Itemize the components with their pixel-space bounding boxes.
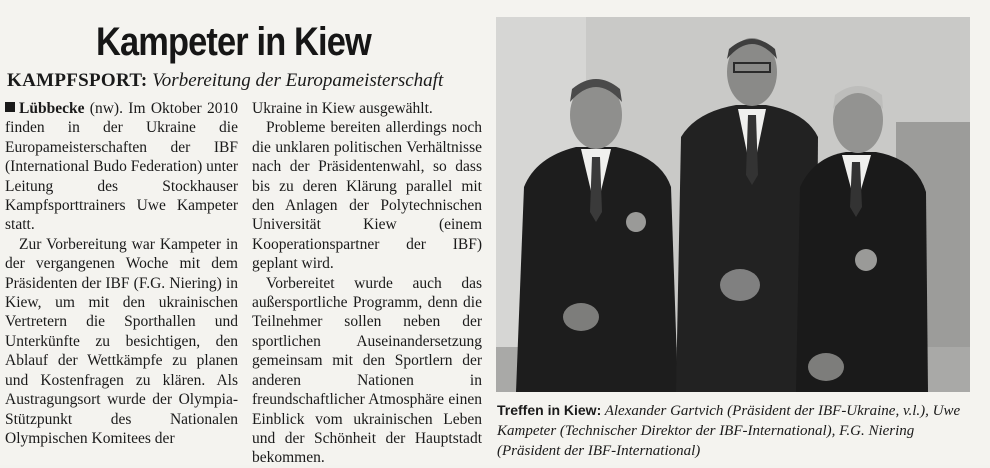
subheadline-text: Vorbereitung der Europameisterschaft bbox=[152, 70, 444, 91]
paragraph-text: Im Oktober 2010 finden in der Ukraine die Europameisterschaften der IBF (International Budo Federation) unter Leitung des Stockhauser Kampfsporttrainers Uwe Kampeter statt. bbox=[5, 100, 238, 234]
caption-text: Alexander Gartvich (Präsident der IBF-Ukraine, v.l.), Uwe Kampeter (Technischer Direktor der IBF-International), F.G. Niering (Präsident der IBF-International) bbox=[497, 403, 961, 459]
paragraph: Zur Vorbereitung war Kampeter in der vergangenen Woche mit dem Präsidenten der IBF (F.G. Niering) in Kiew, um mit den ukrainischen Vertretern die Sporthallen und Unterkünfte zu besichtigen, den Ablauf der Wettkämpfe zu planen und Kostenfragen zu klären. Als Austragungsort wurde der Olympia-Stützpunkt des Nationalen Olympischen Komitees der bbox=[5, 235, 238, 447]
paragraph bbox=[5, 99, 238, 235]
paragraph: Ukraine in Kiew ausgewählt. bbox=[252, 100, 433, 117]
bullet-square-icon bbox=[5, 102, 15, 112]
byline: (nw). bbox=[84, 100, 123, 117]
paragraph: Vorbereitet wurde auch das außersportliche Programm, denn die Teilnehmer sollen neben der sportlichen Auseinandersetzung gemeinsam mit den Sportlern der anderen Nationen in freundschaftlicher Atmosphäre einen Einblick vom ukrainischen Leben und der Schönheit der Hauptstadt bekommen. bbox=[252, 274, 482, 467]
article-photo bbox=[496, 17, 970, 392]
caption-lead: Treffen in Kiew: bbox=[497, 402, 602, 418]
paragraph: Probleme bereiten allerdings noch die unklaren politischen Verhältnisse nach der Präsidentenwahl, so dass bis zu deren Klärung parallel mit den Anlagen der Polytechnischen Universität Kiew (einem Kooperationspartner der IBF) geplant wird. bbox=[252, 119, 482, 273]
photo-caption bbox=[497, 400, 975, 461]
article-column-2 bbox=[252, 99, 482, 468]
article-subheadline bbox=[7, 68, 492, 94]
photo-three-men-illustration bbox=[496, 17, 970, 392]
article-column-1 bbox=[5, 99, 238, 448]
article-headline: Kampeter in Kiew bbox=[96, 20, 371, 64]
kicker-label: KAMPFSPORT: bbox=[7, 70, 148, 91]
dateline: Lübbecke bbox=[19, 100, 85, 117]
